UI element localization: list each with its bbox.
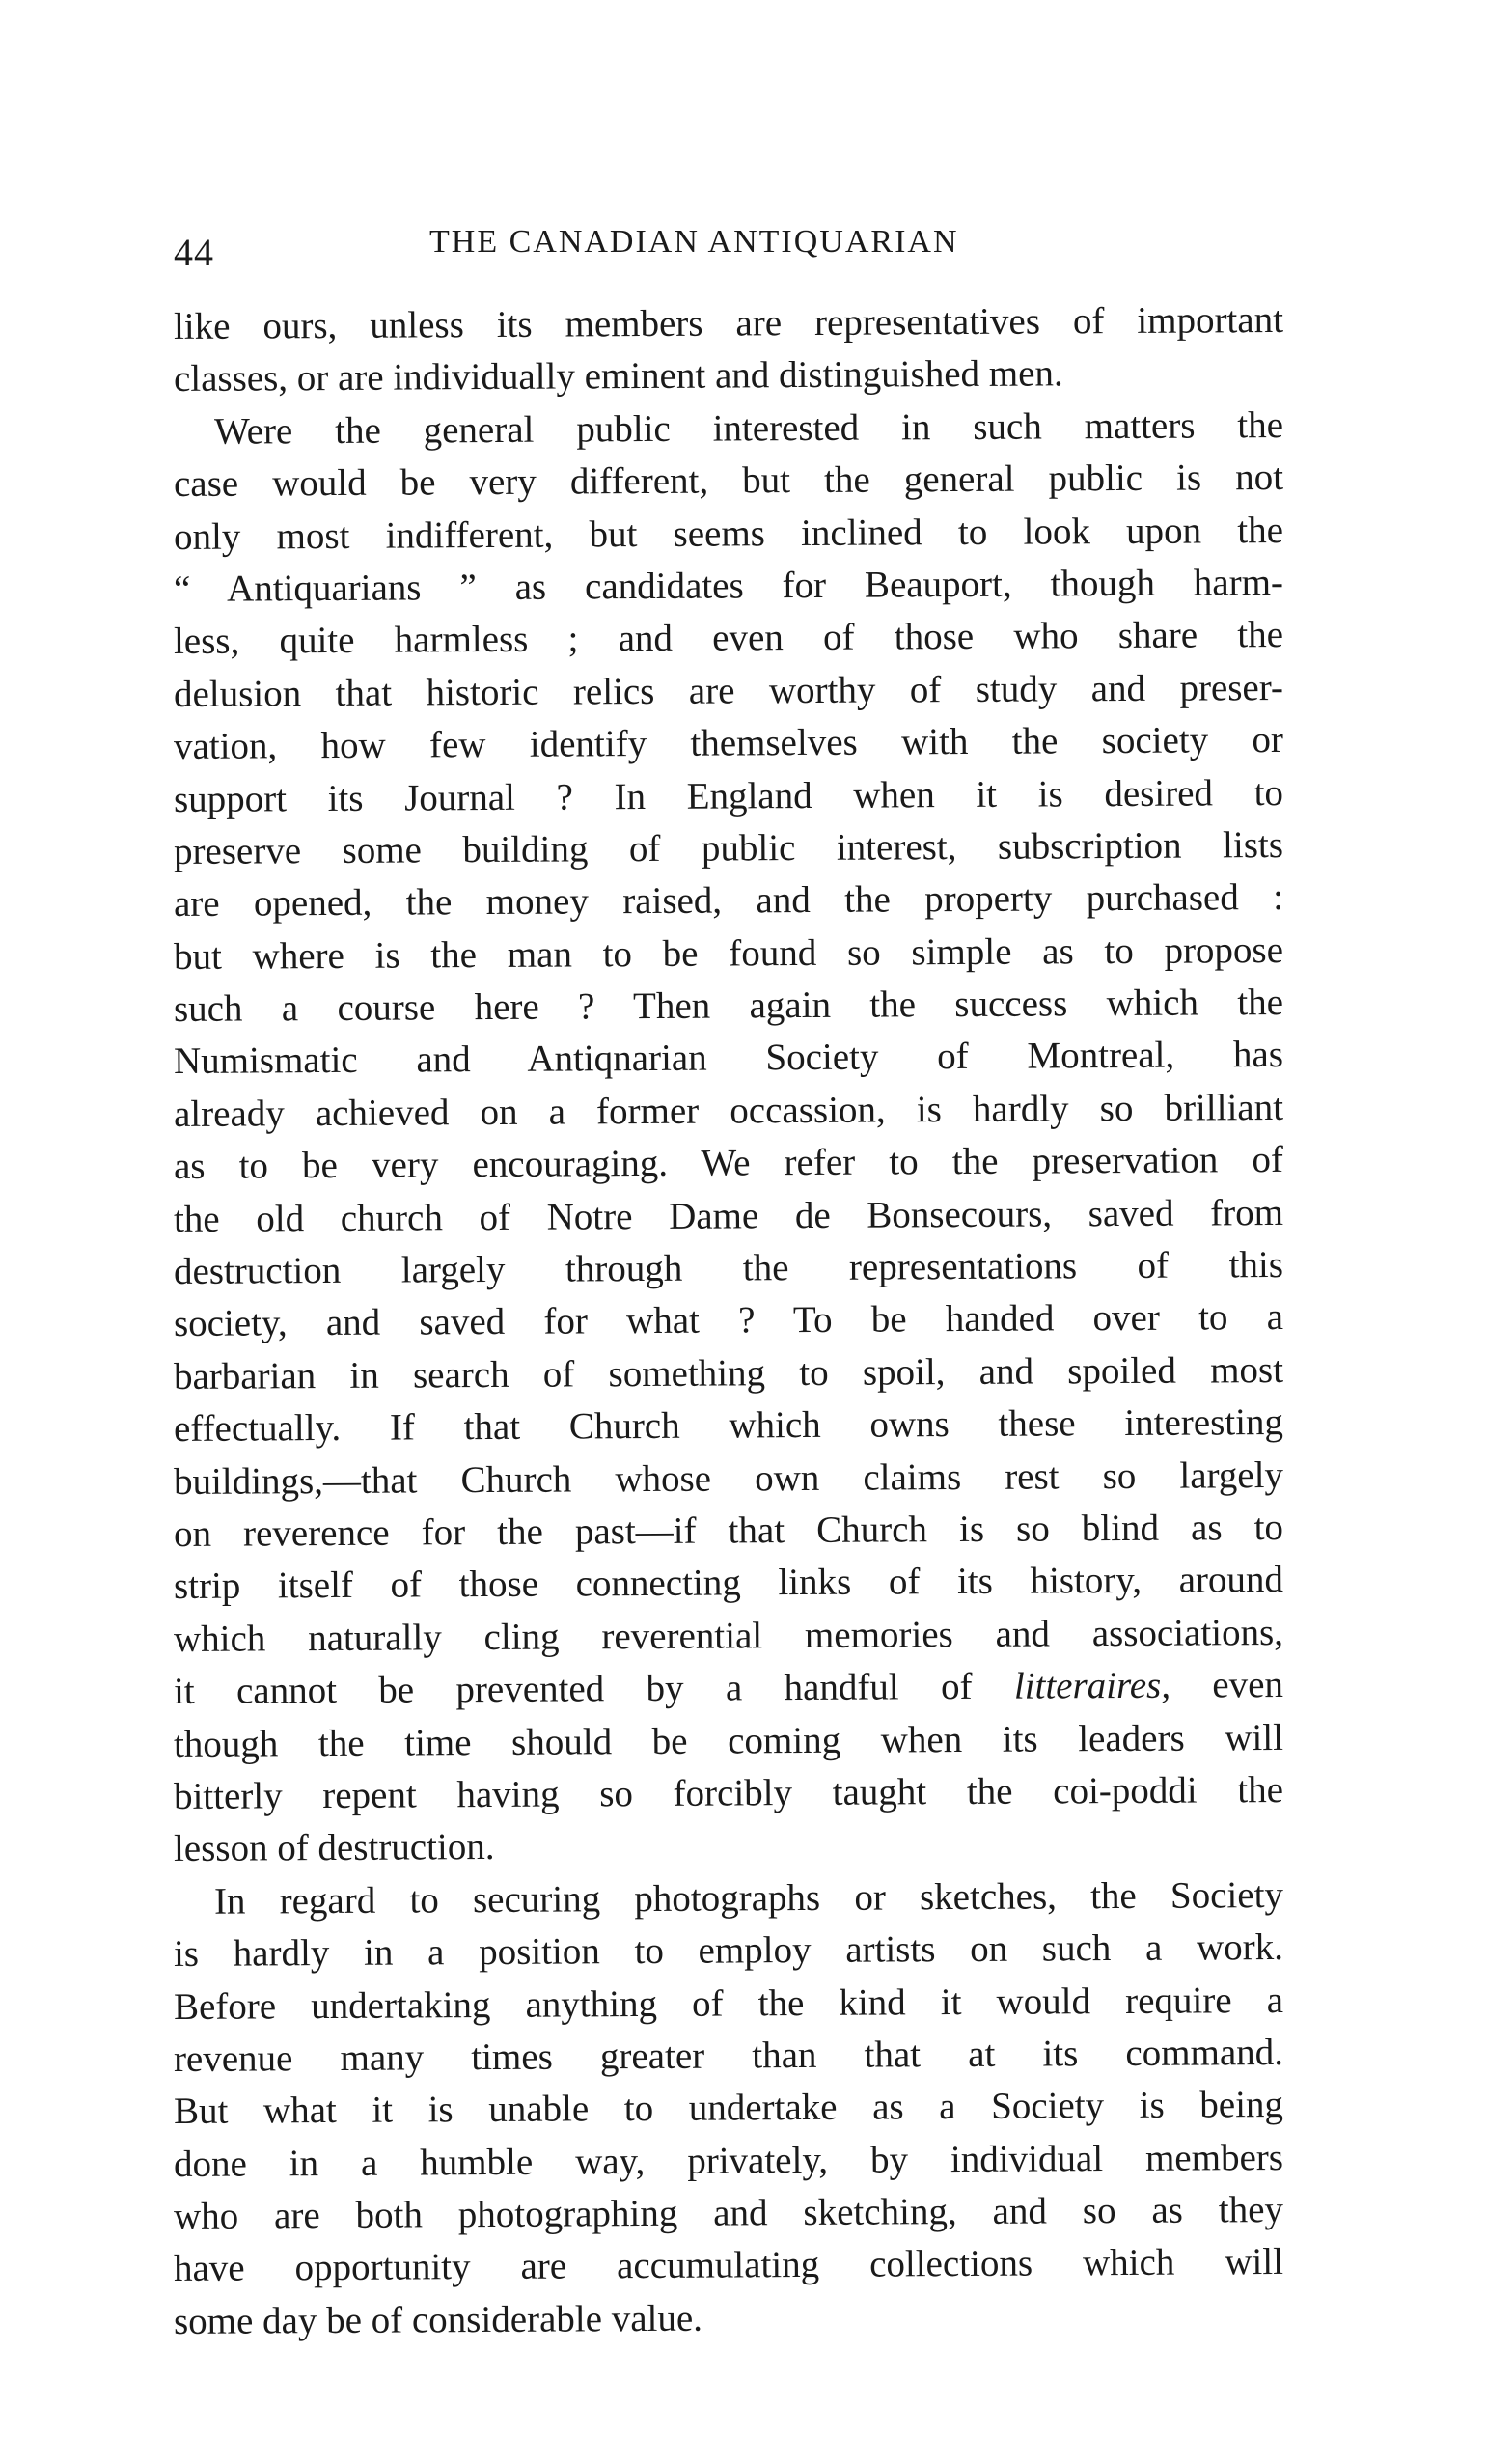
text-line: only most indifferent, but seems inclined to look upon the (173, 509, 1284, 558)
text-line: some day be of considerable value. (173, 2297, 703, 2342)
text-line: done in a humble way, privately, by individual members (173, 2136, 1284, 2185)
text-line: Were the general public interested in such matters the (213, 403, 1284, 453)
text-line: Numismatic and Antiqnarian Society of Montreal, has (173, 1034, 1284, 1083)
text-line: “ Antiquarians ” as candidates for Beauport, though harm- (173, 561, 1284, 610)
running-title: THE CANADIAN ANTIQUARIAN (429, 224, 959, 260)
text-line: though the time should be coming when its leaders will (173, 1716, 1284, 1765)
text-line: bitterly repent having so forcibly taught the coi-poddi the (173, 1768, 1284, 1817)
text-line: are opened, the money raised, and the property purchased : (173, 876, 1284, 926)
page-number: 44 (174, 231, 214, 274)
text-line: lesson of destruction. (173, 1826, 495, 1870)
text-line: revenue many times greater than that at its command. (173, 2031, 1284, 2080)
text-line: support its Journal ? In England when it is desired to (173, 771, 1284, 820)
text-line: delusion that historic relics are worthy of study and preser- (173, 666, 1284, 715)
text-line-start: it cannot be prevented by a handful of (173, 1665, 1015, 1713)
text-line: case would be very different, but the general public is not (173, 457, 1284, 506)
text-line: preserve some building of public interest, subscription lists (173, 823, 1284, 872)
text-line: already achieved on a former occassion, is hardly so brilliant (173, 1086, 1284, 1135)
text-line: But what it is unable to undertake as a Society is being (173, 2084, 1284, 2133)
text-line: which naturally cling reverential memories and associations, (173, 1611, 1284, 1660)
text-line-with-italic (174, 1659, 1283, 1718)
text-line: who are both photographing and sketching, and so as they (173, 2189, 1284, 2238)
text-line: In regard to securing photographs or sketches, the Society (213, 1873, 1284, 1923)
text-line: the old church of Notre Dame de Bonsecours, saved from (173, 1191, 1284, 1240)
text-line: Before undertaking anything of the kind it would require a (173, 1979, 1284, 2028)
running-head (174, 220, 1283, 278)
text-line: such a course here ? Then again the success which the (173, 982, 1284, 1031)
text-line: classes, or are individually eminent and distinguished men. (173, 352, 1063, 401)
text-line: less, quite harmless ; and even of those who share the (173, 614, 1284, 663)
text-line: destruction largely through the representations of this (173, 1244, 1284, 1293)
text-line: but where is the man to be found so simple as to propose (173, 928, 1284, 978)
text-line: is hardly in a position to employ artists on such a work. (173, 1926, 1284, 1976)
text-line: society, and saved for what ? To be handed over to a (173, 1296, 1284, 1345)
text-line: effectually. If that Church which owns these interesting (173, 1401, 1284, 1451)
italic-word: litteraires, (1013, 1664, 1171, 1707)
text-line: strip itself of those connecting links of its history, around (173, 1559, 1284, 1608)
text-line: have opportunity are accumulating collections which will (173, 2241, 1284, 2290)
text-line-end: even (1170, 1664, 1284, 1706)
body-text (173, 298, 1284, 2348)
text-line: barbarian in search of something to spoil, and spoiled most (173, 1348, 1284, 1398)
text-line: vation, how few identify themselves with the society or (173, 719, 1284, 768)
text-line: buildings,—that Church whose own claims rest so largely (173, 1453, 1284, 1503)
text-line: like ours, unless its members are representatives of important (173, 298, 1284, 347)
text-line: on reverence for the past—if that Church is so blind as to (173, 1506, 1284, 1555)
text-line: as to be very encouraging. We refer to the preservation of (173, 1139, 1284, 1188)
